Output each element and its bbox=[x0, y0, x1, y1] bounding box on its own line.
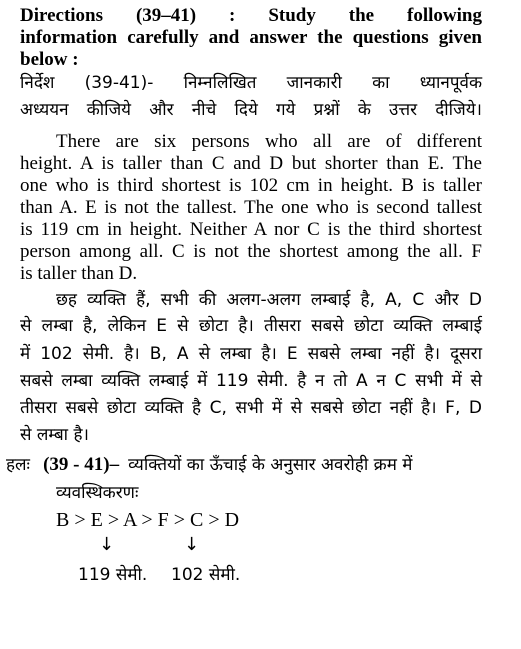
height-102: 102 सेमी. bbox=[171, 565, 241, 585]
para-hi-line-1: छह व्यक्ति हैं, सभी की अलग-अलग लम्बाई है, A, C और D bbox=[56, 290, 482, 310]
para-hi-line-5: तीसरा सबसे छोटा व्यक्ति है C, सभी में से सबसे छोटा नहीं है। F, D bbox=[20, 398, 482, 418]
directions-hi-line-1: निर्देश (39-41)- निम्नलिखित जानकारी का ध्यानपूर्वक bbox=[20, 73, 482, 93]
para-en-line-5: is 119 cm in height. Neither A nor C is the third shortest bbox=[20, 219, 482, 240]
directions-hi-line-2: अध्ययन कीजिये और नीचे दिये गये प्रश्नों के उत्तर दीजिये। bbox=[20, 100, 482, 120]
arrow-down-icon: ↓ bbox=[184, 534, 200, 555]
directions-en-line-1: Directions (39–41) : Study the following bbox=[20, 5, 482, 26]
para-en-line-2: height. A is taller than C and D but shorter than E. The bbox=[20, 153, 482, 174]
height-119: 119 सेमी. bbox=[78, 565, 148, 585]
para-hi-line-2: से लम्बा है, लेकिन E से छोटा है। तीसरा सबसे छोटा व्यक्ति लम्बाई bbox=[20, 316, 482, 336]
para-hi-line-6: से लम्बा है। bbox=[20, 425, 89, 445]
para-en-line-3: one who is third shortest is 102 cm in height. B is taller bbox=[20, 175, 482, 196]
solution-label: हलः bbox=[6, 455, 30, 475]
para-en-line-7: is taller than D. bbox=[20, 263, 138, 284]
para-en-line-6: person among all. C is not the shortest among the all. F bbox=[20, 241, 482, 262]
solution-heading bbox=[6, 454, 486, 476]
directions-en-line-2: information carefully and answer the questions given bbox=[20, 27, 482, 48]
solution-text: व्यक्तियों का ऊँचाई के अनुसार अवरोही क्रम में bbox=[128, 455, 413, 475]
arrow-down-icon: ↓ bbox=[99, 534, 115, 555]
solution-text-2: व्यवस्थिकरणः bbox=[56, 483, 139, 503]
para-en-line-4: than A. E is not the tallest. The one who is second tallest bbox=[20, 197, 482, 218]
para-hi-line-3: में 102 सेमी. है। B, A से लम्बा है। E सबसे लम्बा नहीं है। दूसरा bbox=[20, 344, 482, 364]
para-hi-line-4: सबसे लम्बा व्यक्ति लम्बाई में 119 सेमी. है न तो A न C सभी में से bbox=[20, 371, 482, 391]
solution-ref: (39 - 41)– bbox=[43, 454, 120, 475]
para-en-line-1: There are six persons who all are of different bbox=[56, 131, 482, 152]
height-order: B > E > A > F > C > D bbox=[56, 509, 240, 531]
directions-en-line-3: below : bbox=[20, 49, 79, 70]
